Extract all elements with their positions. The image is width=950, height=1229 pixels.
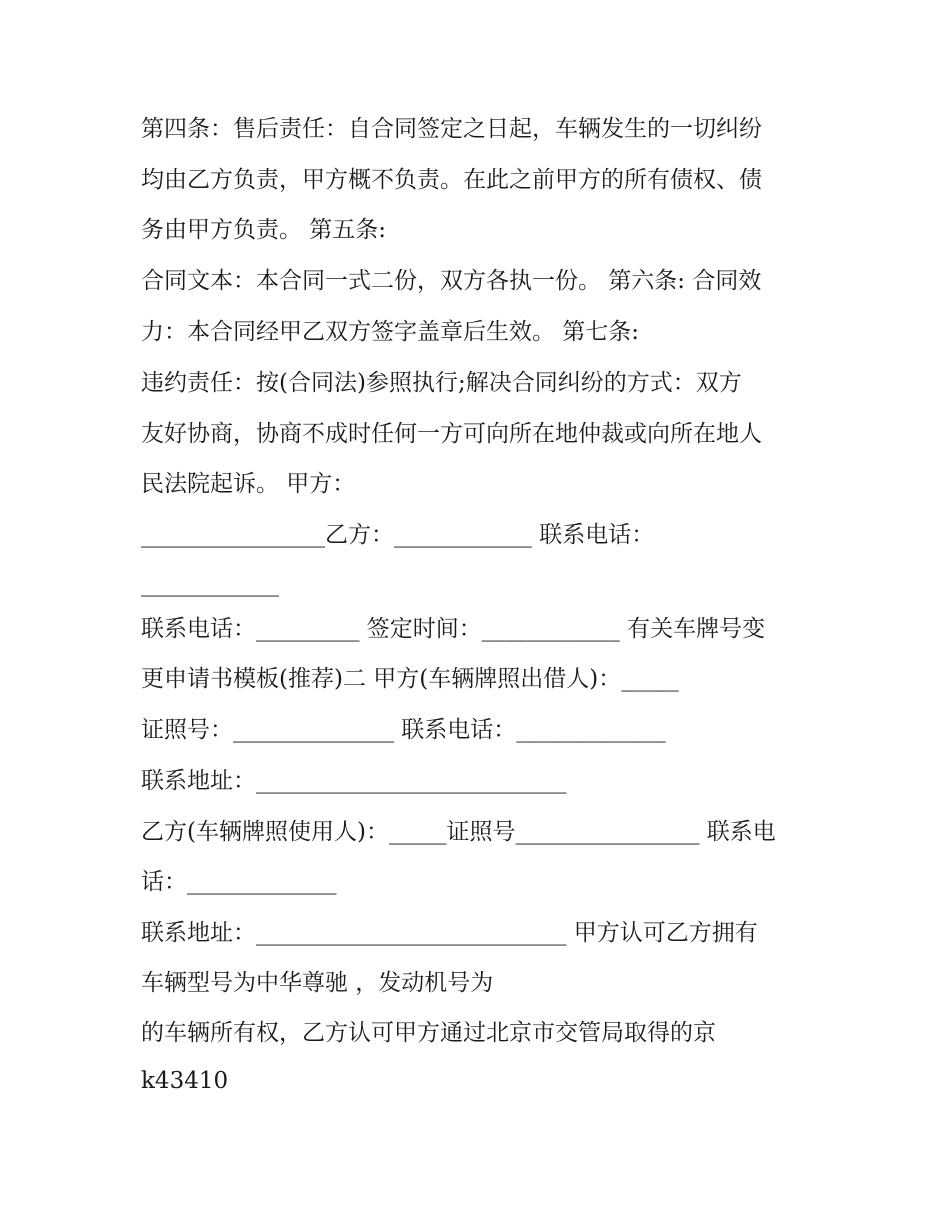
text-line: 联系电话：_________ 签定时间：____________ 有关车牌号变 [141,616,766,642]
text-line: k43410 [141,1068,229,1094]
text-line: 车辆型号为中华尊驰 ，发动机号为 [141,970,494,996]
text-line: 证照号：______________ 联系电话：_____________ [141,717,666,743]
text-line: ________________乙方：____________ 联系电话： [141,522,655,548]
text-line: 违约责任：按(合同法)参照执行;解决合同纠纷的方式：双方 [141,370,742,396]
text-line: 民法院起诉。 甲方： [141,471,356,497]
text-line: 话：_____________ [141,869,337,895]
text-line: 均由乙方负责，甲方概不负责。在此之前甲方的所有债权、债 [141,167,762,193]
text-line: 更申请书模板(推荐)二 甲方(车辆牌照出借人)：_____ [141,666,679,692]
text-line: ____________ [141,571,279,597]
text-line: 第四条：售后责任：自合同签定之日起，车辆发生的一切纠纷 [141,116,762,142]
text-line: 的车辆所有权，乙方认可甲方通过北京市交管局取得的京 [141,1020,716,1046]
text-line: 合同文本：本合同一式二份，双方各执一份。 第六条: 合同效 [141,268,762,294]
text-line: 联系地址：___________________________ 甲方认可乙方拥有 [141,920,758,946]
text-line: 乙方(车辆牌照使用人)：_____证照号________________ 联系电 [141,819,776,845]
text-line: 联系地址：___________________________ [141,768,567,794]
text-line: 力：本合同经甲乙双方签字盖章后生效。 第七条: [141,319,640,345]
text-line: 友好协商，协商不成时任何一方可向所在地仲裁或向所在地人 [141,421,762,447]
text-line: 务由甲方负责。 第五条: [141,217,387,243]
